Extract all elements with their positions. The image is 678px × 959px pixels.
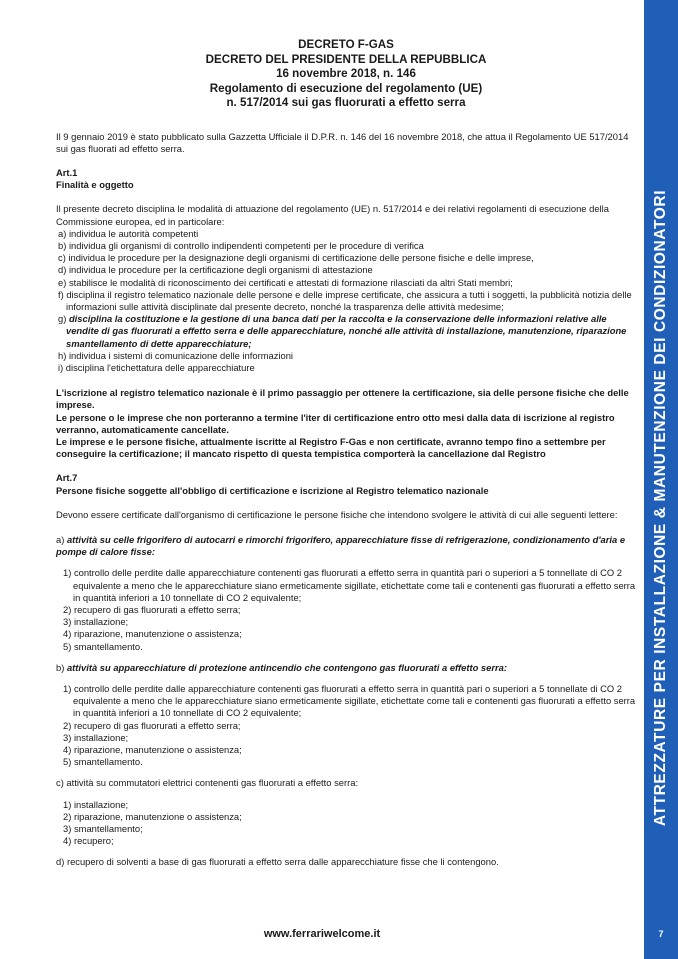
- list-item: 3) smantellamento;: [63, 823, 143, 835]
- list-item: 2) recupero di gas fluorurati a effetto serra;: [63, 719, 241, 731]
- list-item-emphasized: [58, 313, 636, 350]
- list-item: 2) riparazione, manutenzione o assistenza;: [63, 810, 242, 822]
- title-line: 16 novembre 2018, n. 146: [276, 67, 416, 80]
- list-item-text: disciplina la costituzione e la gestione di una banca dati per la raccolta e la conservazione delle informazioni relative alle vendite di gas fluorurati a effetto serra e delle apparecchiature, nonché alle attività di installazione, manutenzione, riparazione smantellamento di dette apparecchiature;: [66, 313, 627, 349]
- article-subheading: Persone fisiche soggette all'obbligo di certificazione e iscrizione al Registro telematico nazionale: [56, 484, 489, 496]
- list-item: 3) installazione;: [63, 616, 129, 628]
- article-body: Devono essere certificate dall'organismo di certificazione le persone fisiche che intendono svolgere le attività di cui alle seguenti lettere:: [56, 508, 618, 520]
- sidebar-band: [644, 0, 678, 959]
- list-item: h) individua i sistemi di comunicazione delle informazioni: [58, 349, 294, 361]
- section-b-list: [63, 683, 636, 768]
- article-heading: Art.7: [56, 472, 78, 484]
- list-item: 4) riparazione, manutenzione o assistenza;: [63, 744, 242, 756]
- list-item: a) individua le autorità competenti: [58, 227, 199, 239]
- article-subheading: Finalità e oggetto: [56, 179, 134, 191]
- title-line: DECRETO DEL PRESIDENTE DELLA REPUBBLICA: [205, 52, 487, 66]
- section-a-label: [56, 534, 636, 558]
- footer-url: www.ferrariwelcome.it: [263, 928, 381, 940]
- intro-paragraph: Il 9 gennaio 2019 è stato pubblicato sulla Gazzetta Ufficiale il D.P.R. n. 146 del 16 novembre 2018, che attua il Regolamento UE 517/2014 sui gas fluorati ad effetto serra.: [56, 130, 629, 154]
- section-prefix: b): [56, 661, 67, 673]
- section-c-list: [63, 799, 636, 848]
- registration-notice: [56, 387, 636, 460]
- section-d: d) recupero di solventi a base di gas fluorurati a effetto serra dalle apparecchiature fisse che li contengono.: [56, 856, 499, 868]
- list-item: f) disciplina il registro telematico nazionale delle persone e delle imprese certificate, che assicura a tutti i soggetti, la pubblicità notizia delle informazioni sulle attività disciplinate dal presente decreto, nonché la trasparenza delle attività medesime;: [58, 288, 632, 312]
- list-item: d) individua le procedure per la certificazione degli organismi di attestazione: [58, 264, 373, 276]
- list-item: e) stabilisce le modalità di riconoscimento dei certificati e attestati di formazione rilasciati da altri Stati membri;: [58, 276, 513, 288]
- list-item: b) individua gli organismi di controllo indipendenti competenti per le procedure di verifica: [58, 239, 424, 251]
- list-item: 5) smantellamento.: [63, 640, 143, 652]
- article-list: [58, 228, 636, 374]
- notice-paragraph: Le imprese e le persone fisiche, attualmente iscritte al Registro F-Gas e non certificate, avranno tempo fino a settembre per conseguire la certificazione; il mancato rispetto di questa tempistica comporterà la cancellazione dal Registro: [56, 435, 606, 460]
- list-item: 2) recupero di gas fluorurati a effetto serra;: [63, 604, 241, 615]
- title-line: n. 517/2014 sui gas fluorurati a effetto serra: [226, 96, 466, 109]
- page-number: 7: [658, 929, 664, 939]
- list-item: 3) installazione;: [63, 731, 129, 743]
- list-item: 1) installazione;: [63, 798, 129, 810]
- section-title: attività su celle frigorifero di autocarri e rimorchi frigorifero, apparecchiature fisse di refrigerazione, condizionamento d'aria e pompe di calore fisse:: [56, 533, 626, 558]
- document-title: [56, 38, 636, 111]
- article-7: [56, 472, 636, 868]
- article-1: [56, 167, 636, 374]
- section-prefix: a): [56, 533, 67, 545]
- section-a-list: [63, 567, 636, 652]
- sidebar-title: ATTREZZATURE PER INSTALLAZIONE & MANUTENZIONE DEI CONDIZIONATORI: [652, 189, 669, 827]
- title-line: Regolamento di esecuzione del regolamento (UE): [209, 81, 483, 95]
- list-item-prefix: g): [58, 313, 69, 325]
- section-c-label: c) attività su commutatori elettrici contenenti gas fluorurati a effetto serra:: [56, 777, 359, 789]
- notice-paragraph: Le persone o le imprese che non porteranno a termine l'iter di certificazione entro otto mesi dalla data di iscrizione al registro verranno, automaticamente cancellate.: [56, 411, 615, 435]
- list-item: 4) recupero;: [63, 835, 114, 847]
- list-item: 1) controllo delle perdite dalle apparecchiature contenenti gas fluorurati a effetto serra in quantità pari o superiori a 5 tonnellate di CO 2 equivalente a meno che le apparecchiature siano ermeticamente sigillate, etichettate come tali e contenenti gas fluorurati a effetto serra in quantità inferiori a 10 tonnellate di CO 2 equivalente;: [63, 567, 636, 603]
- document-body: [56, 38, 636, 869]
- list-item: c) individua le procedure per la designazione degli organismi di certificazione delle persone fisiche e delle imprese,: [58, 252, 534, 264]
- list-item: 1) controllo delle perdite dalle apparecchiature contenenti gas fluorurati a effetto serra in quantità pari o superiori a 5 tonnellate di CO 2 equivalente a meno che le apparecchiature siano ermeticamente sigillate, etichettate come tali e contenenti gas fluorurati a effetto serra in quantità inferiori a 10 tonnellate di CO 2 equivalente;: [63, 683, 636, 719]
- article-body: Il presente decreto disciplina le modalità di attuazione del regolamento (UE) n. 517/2014 e dei relativi regolamenti di esecuzione della Commissione europea, ed in particolare:: [56, 203, 609, 227]
- list-item: 5) smantellamento.: [63, 756, 143, 768]
- section-title: attività su apparecchiature di protezione antincendio che contengono gas fluorurati a effetto serra:: [66, 661, 507, 673]
- title-line: DECRETO F-GAS: [298, 38, 394, 51]
- section-b-label: [56, 662, 636, 674]
- notice-paragraph: L'iscrizione al registro telematico nazionale è il primo passaggio per ottenere la certificazione, sia delle persone fisiche che delle imprese.: [56, 387, 629, 411]
- article-heading: Art.1: [56, 166, 78, 178]
- list-item: i) disciplina l'etichettatura delle apparecchiature: [58, 361, 255, 373]
- list-item: 4) riparazione, manutenzione o assistenza;: [63, 628, 242, 640]
